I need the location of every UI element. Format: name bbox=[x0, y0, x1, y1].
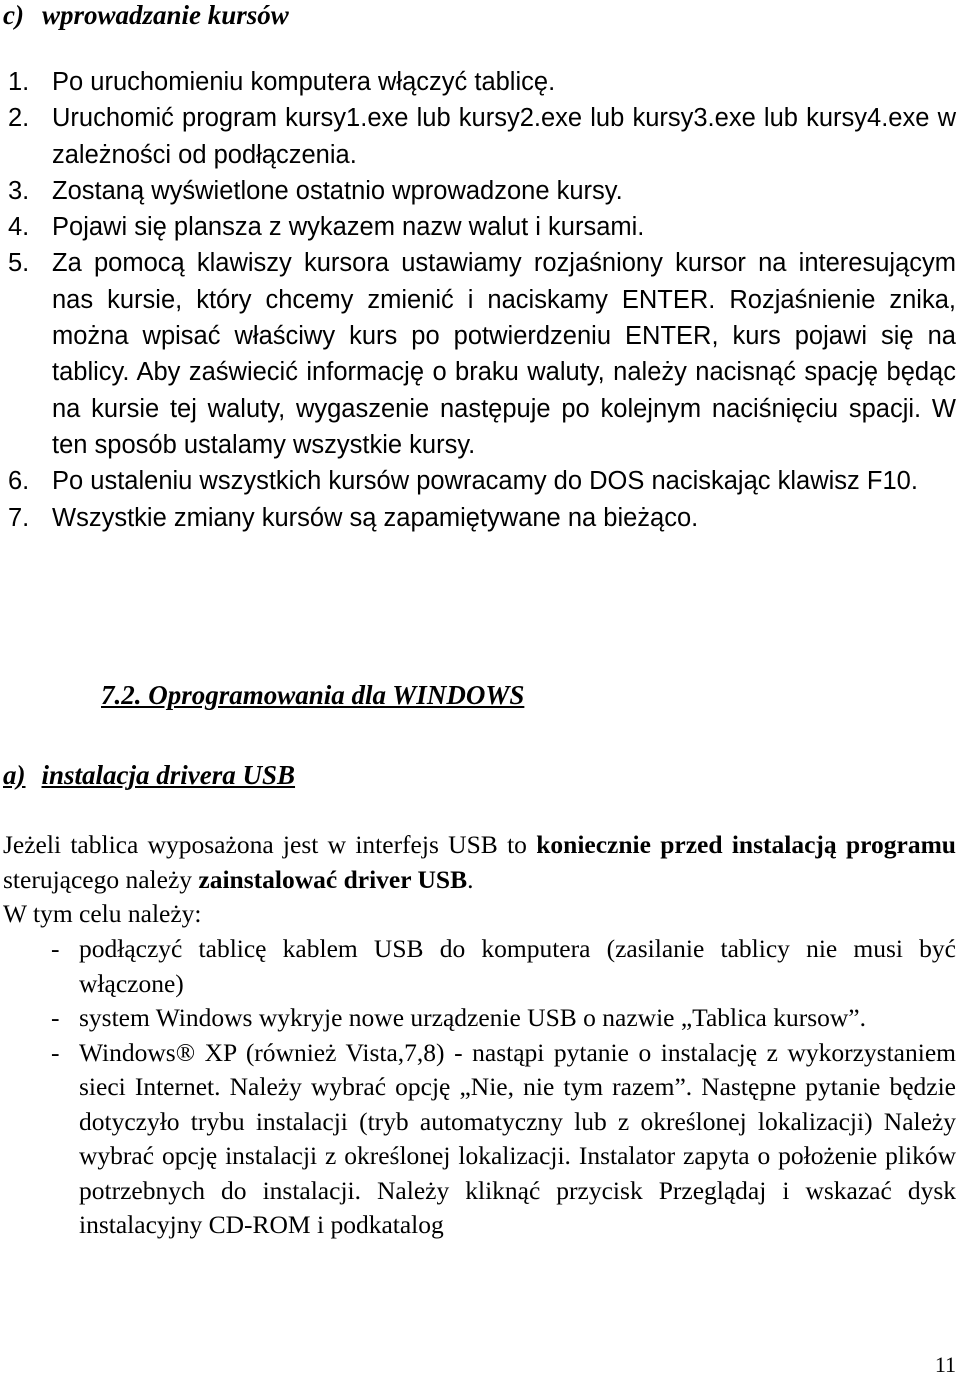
bullet-item bbox=[0, 932, 956, 1001]
intro-bold-1: koniecznie przed instalacją programu bbox=[536, 830, 956, 859]
bullet-text: podłączyć tablicę kablem USB do komputera (zasilanie tablicy nie musi być włączone) bbox=[79, 934, 956, 998]
bullet-dash: - bbox=[51, 1037, 60, 1067]
step-text: Wszystkie zmiany kursów są zapamiętywane na bieżąco. bbox=[52, 503, 699, 532]
bullet-item bbox=[0, 1001, 956, 1036]
section-a-heading bbox=[3, 760, 295, 791]
section-c-heading bbox=[3, 0, 289, 31]
step-text: Zostaną wyświetlone ostatnio wprowadzone kursy. bbox=[52, 176, 623, 205]
step-number: 3. bbox=[8, 176, 30, 205]
step-item bbox=[0, 500, 956, 536]
intro-text-1: Jeżeli tablica wyposażona jest w interfejs USB to bbox=[3, 830, 537, 859]
step-number: 2. bbox=[8, 104, 30, 133]
step-text: Po uruchomieniu komputera włączyć tablicę. bbox=[52, 68, 556, 96]
step-item bbox=[0, 64, 956, 100]
step-text: Uruchomić program kursy1.exe lub kursy2.exe lub kursy3.exe lub kursy4.exe w zależności od podłączenia. bbox=[52, 104, 956, 169]
intro-bold-2: zainstalować driver USB bbox=[198, 864, 468, 894]
step-text: Za pomocą klawiszy kursora ustawiamy rozjaśniony kursor na interesującym nas kursie, który chcemy zmienić i naciskamy ENTER. Rozjaśnienie znika, można wpisać właściwy kurs po potwierdzeniu ENTER, kurs pojawi się na tablicy. Aby zaświecić informację o braku waluty, należy nacisnąć spację będąc na kursie tej waluty, wygaszenie następuje po kolejnym naciśnięciu spacji. W ten sposób ustalamy wszystkie kursy. bbox=[52, 249, 956, 459]
intro-text-2: sterującego należy bbox=[3, 864, 199, 894]
section-c-title: wprowadzanie kursów bbox=[41, 0, 289, 30]
intro-text-3: . bbox=[467, 864, 474, 894]
step-number: 4. bbox=[8, 213, 30, 242]
step-item bbox=[0, 209, 956, 245]
section-c-label: c) bbox=[3, 0, 24, 30]
steps-list bbox=[0, 64, 956, 536]
w-tym-celu-line: W tym celu należy: bbox=[3, 899, 202, 928]
section-a-title: instalacja drivera USB bbox=[41, 760, 296, 790]
bullet-item bbox=[0, 1036, 956, 1243]
bullet-dash: - bbox=[51, 1003, 60, 1032]
bullet-text: system Windows wykryje nowe urządzenie USB o nazwie „Tablica kursow”. bbox=[79, 1003, 867, 1032]
section-a-label: a) bbox=[3, 760, 26, 790]
step-number: 1. bbox=[8, 68, 30, 96]
step-item bbox=[0, 100, 956, 173]
step-number: 6. bbox=[8, 467, 30, 496]
step-item bbox=[0, 245, 956, 463]
section-title: 7.2. Oprogramowania dla WINDOWS bbox=[101, 680, 525, 710]
step-text: Pojawi się plansza z wykazem nazw walut i kursami. bbox=[52, 213, 645, 242]
step-item bbox=[0, 173, 956, 209]
bullet-dash: - bbox=[51, 934, 60, 963]
page-number: 11 bbox=[934, 1352, 956, 1377]
intro-paragraph bbox=[3, 828, 956, 897]
step-number: 7. bbox=[8, 503, 30, 532]
bullet-text: Windows® XP (również Vista,7,8) - nastąpi pytanie o instalację z wykorzystaniem sieci Internet. Należy wybrać opcję „Nie, nie tym razem”. Następne pytanie będzie dotyczyło trybu instalacji (tryb automatyczny lub z określonej lokalizacji) Należy wybrać opcję instalacji z określonej lokalizacji. Instalator zapyta o położenie plików potrzebnych do instalacji. Należy kliknąć przycisk Przeglądaj i wskazać dysk instalacyjny CD-ROM i podkatalog bbox=[79, 1037, 956, 1239]
bullet-list bbox=[0, 932, 956, 1243]
step-text: Po ustaleniu wszystkich kursów powracamy do DOS naciskając klawisz F10. bbox=[52, 467, 918, 496]
step-number: 5. bbox=[8, 249, 30, 278]
step-item bbox=[0, 463, 956, 499]
